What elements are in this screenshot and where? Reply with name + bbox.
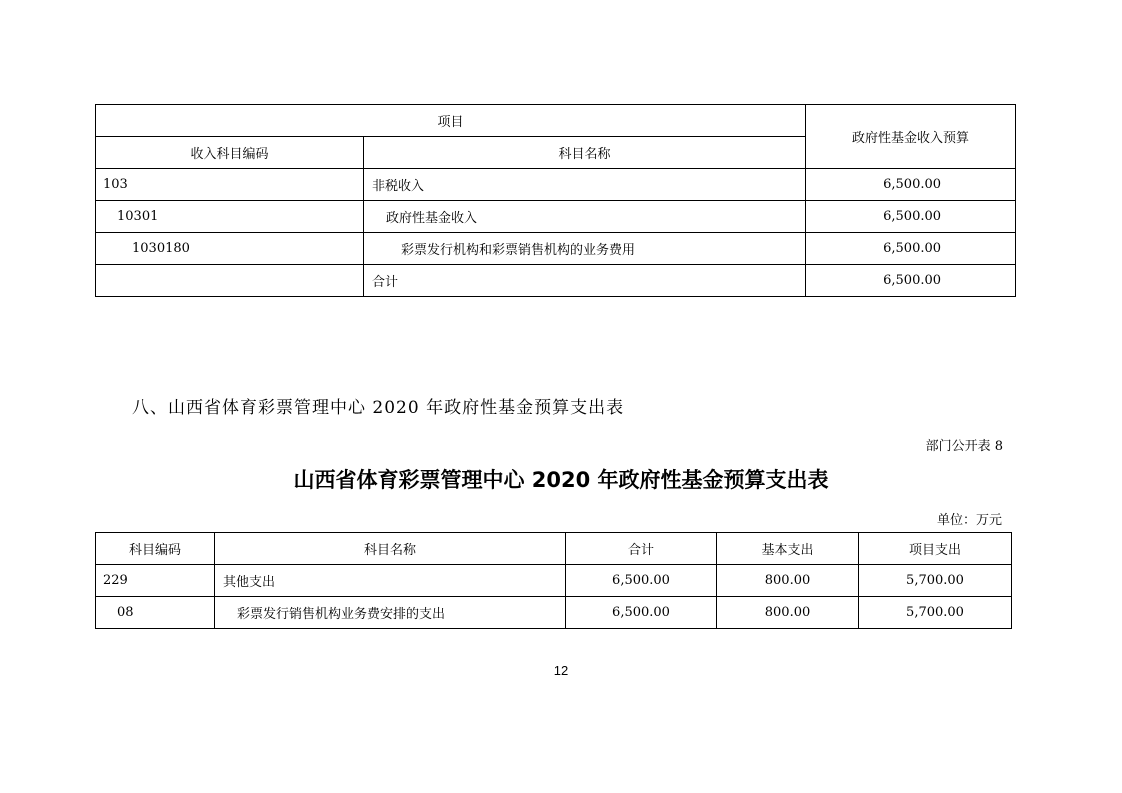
row-name: 彩票发行销售机构业务费安排的支出 [215, 597, 566, 629]
row-name: 其他支出 [215, 565, 566, 597]
row-name: 非税收入 [364, 169, 806, 201]
expense-budget-table [95, 532, 1012, 629]
header-name: 科目名称 [364, 137, 806, 169]
table-row [96, 201, 1016, 233]
total-label: 合计 [364, 265, 806, 297]
row-value: 6,500.00 [806, 233, 1016, 265]
header-name: 科目名称 [215, 533, 566, 565]
table-row [96, 597, 1012, 629]
section-heading: 八、山西省体育彩票管理中心 2020 年政府性基金预算支出表 [132, 398, 625, 418]
table-number: 部门公开表 8 [925, 439, 1003, 454]
header-budget: 政府性基金收入预算 [806, 105, 1016, 169]
header-code: 收入科目编码 [96, 137, 364, 169]
table-row [96, 565, 1012, 597]
header-item: 项目 [96, 105, 806, 137]
row-code: 103 [96, 169, 364, 201]
header-total: 合计 [566, 533, 717, 565]
row-project: 5,700.00 [859, 565, 1012, 597]
row-total: 6,500.00 [566, 597, 717, 629]
row-basic: 800.00 [717, 565, 859, 597]
row-project: 5,700.00 [859, 597, 1012, 629]
row-name: 彩票发行机构和彩票销售机构的业务费用 [364, 233, 806, 265]
income-budget-table [95, 104, 1016, 297]
row-name: 政府性基金收入 [364, 201, 806, 233]
header-code: 科目编码 [96, 533, 215, 565]
page-number: 12 [553, 663, 569, 678]
page-title: 山西省体育彩票管理中心 2020 年政府性基金预算支出表 [293, 468, 829, 492]
row-code: 1030180 [96, 233, 364, 265]
row-code: 08 [96, 597, 215, 629]
row-value: 6,500.00 [806, 169, 1016, 201]
row-code: 10301 [96, 201, 364, 233]
total-code-empty [96, 265, 364, 297]
total-value: 6,500.00 [806, 265, 1016, 297]
header-project: 项目支出 [859, 533, 1012, 565]
table-row [96, 169, 1016, 201]
unit-label: 单位：万元 [936, 513, 1002, 528]
row-code: 229 [96, 565, 215, 597]
header-basic: 基本支出 [717, 533, 859, 565]
row-value: 6,500.00 [806, 201, 1016, 233]
row-total: 6,500.00 [566, 565, 717, 597]
row-basic: 800.00 [717, 597, 859, 629]
total-row [96, 265, 1016, 297]
table-row [96, 233, 1016, 265]
